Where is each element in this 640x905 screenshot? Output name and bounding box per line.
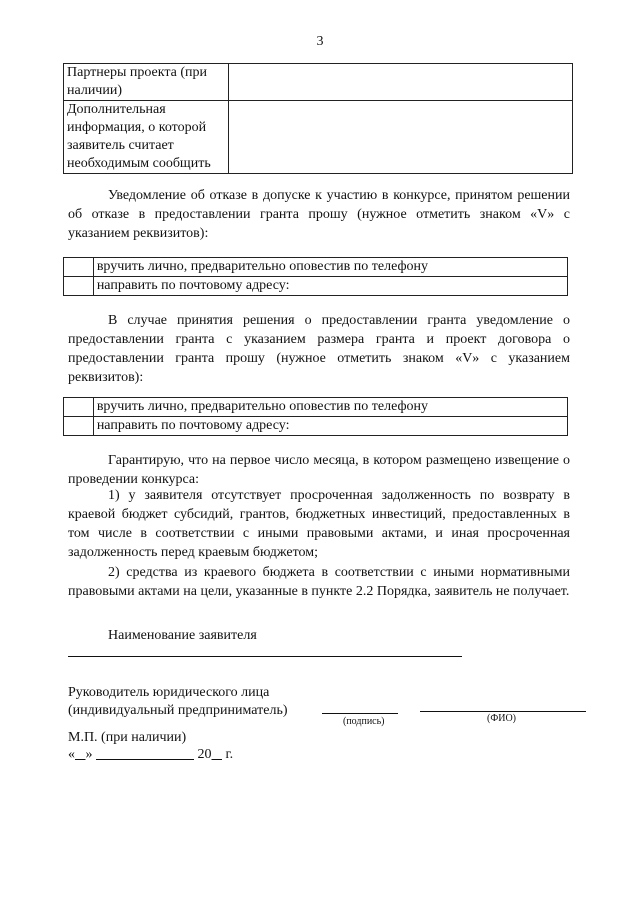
signature-line[interactable] [322,713,398,714]
signature-caption: (подпись) [343,716,385,727]
full-name-line[interactable] [420,711,586,712]
page-number: 3 [316,34,324,49]
guarantee-item-2: 2) средства из краевого бюджета в соответствии с иными нормативными правовыми актами на цели, указанные в пункте 2.2 Порядка, заявитель не получает. [68,565,570,599]
table-row [64,398,568,417]
approval-option-mail: направить по почтовому адресу: [93,417,567,436]
head-label-line1: Руководитель юридического лица [68,685,270,700]
date-suffix: г. [225,747,234,762]
table-row [64,101,573,174]
head-label-line2: (индивидуальный предприниматель) [68,703,288,718]
table-row [64,64,573,101]
additional-info-value[interactable] [228,101,572,174]
partners-label: Партнеры проекта (при наличии) [64,64,229,101]
approval-options-table [63,397,568,436]
rejection-option-personal: вручить лично, предварительно оповестив по телефону [93,258,567,277]
approval-checkbox-mail[interactable] [64,417,94,436]
info-table [63,63,573,174]
guarantee-intro: Гарантирую, что на первое число месяца, в котором размещено извещение о проведении конкурса: [68,453,570,487]
date-year: 20 [197,747,212,762]
approval-option-personal: вручить лично, предварительно оповестив по телефону [93,398,567,417]
table-row [64,277,568,296]
partners-value[interactable] [228,64,572,101]
table-row [64,417,568,436]
rejection-checkbox-personal[interactable] [64,258,94,277]
rejection-checkbox-mail[interactable] [64,277,94,296]
additional-info-label: Дополнительная информация, о которой заявитель считает необходимым сообщить [64,101,229,174]
applicant-name-label: Наименование заявителя [108,628,257,643]
rejection-options-table [63,257,568,296]
rejection-option-mail: направить по почтовому адресу: [93,277,567,296]
table-row [64,258,568,277]
stamp-label: М.П. (при наличии) [68,730,187,745]
approval-checkbox-personal[interactable] [64,398,94,417]
date-close-quote: » [85,747,93,762]
full-name-caption: (ФИО) [487,713,517,724]
applicant-name-line[interactable] [68,656,462,657]
approval-notice-text: В случае принятия решения о предоставлении гранта уведомление о предоставлении гранта с указанием размера гранта и проект договора о предоставлении гранта прошу (нужное отметить знаком «V» с указанием реквизитов): [68,313,570,385]
date-open-quote: « [68,747,75,762]
guarantee-item-1: 1) у заявителя отсутствует просроченная задолженность по возврату в краевой бюджет субсидий, грантов, бюджетных инвестиций, предоставленных в том числе в соответствии с иными правовыми актами, и иная просроченная задолженность перед краевым бюджетом; [68,488,570,560]
rejection-notice-text: Уведомление об отказе в допуске к участию в конкурсе, принятом решении об отказе в предоставлении гранта прошу (нужное отметить знаком «V» с указанием реквизитов): [68,188,570,241]
date-line[interactable] [68,747,233,763]
